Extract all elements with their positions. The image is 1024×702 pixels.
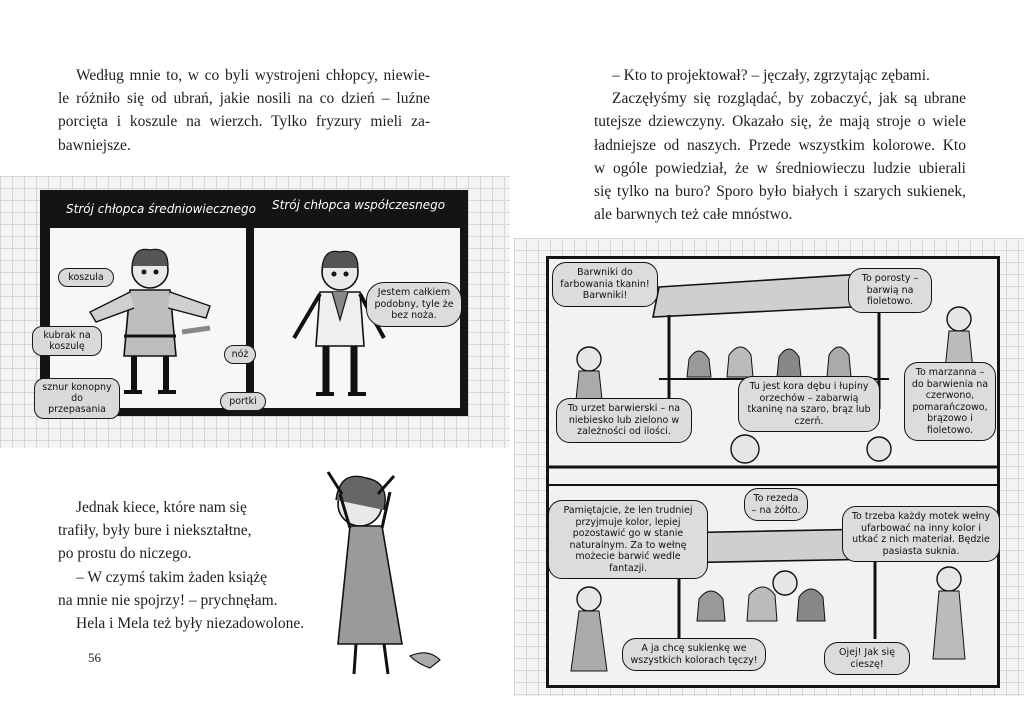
text-line: porcięta i koszule na wierzch. Tylko fryzury mieli za- (58, 113, 430, 131)
right-top-paragraph (594, 64, 966, 226)
text-line: się tylko na buro? Sporo było białych i szarych sukienek, (594, 183, 966, 201)
text-line: po prostu do niczego. (58, 545, 192, 563)
text-line: trafiły, były bure i niekształtne, (58, 522, 252, 540)
speech-bubble-urzet: To urzet barwierski – na niebiesko lub zielono w zależności od ilości. (556, 398, 692, 443)
text-line: le różniło się od ubrań, jakie nosili na co dzień – luźne (58, 90, 430, 108)
label-portki: portki (220, 392, 266, 411)
text-line: – W czymś takim żaden książę (76, 568, 267, 586)
market-illustration (549, 259, 997, 685)
girl-illustration (310, 464, 460, 694)
label-sznur: sznur konopny do przepasania (34, 378, 120, 419)
label-kubrak: kubrak na koszulę (32, 326, 102, 356)
panel-title-medieval: Strój chłopca średniowiecznego (66, 202, 256, 216)
text-line: Jednak kiece, które nam się (76, 499, 247, 516)
page-number: 56 (88, 650, 101, 665)
text-line: ale barwnych też całe mnóstwo. (594, 206, 793, 224)
thought-bubble: Jestem całkiem podobny, tyle że bez noża. (366, 282, 462, 327)
text-line: – Kto to projektował? – jęczały, zgrzytając zębami. (612, 67, 930, 84)
speech-bubble-porosty: To porosty – barwią na fioletowo. (848, 268, 932, 313)
panel-title-modern: Strój chłopca współczesnego (272, 198, 446, 212)
text-line: Według mnie to, w co byli wystrojeni chłopcy, niewie- (76, 67, 430, 84)
text-line: bawniejsze. (58, 136, 131, 154)
speech-bubble-ojej: Ojej! Jak się cieszę! (824, 642, 910, 675)
left-top-paragraph (58, 64, 430, 157)
text-line: tutejsze dziewczyny. Okazało się, że mają stroje o wiele (594, 113, 966, 131)
right-page (512, 0, 1024, 702)
text-line: Hela i Mela też były niezadowolone. (76, 615, 305, 633)
speech-bubble-len: Pamiętajcie, że len trudniej przyjmuje kolor, lepiej pozostawić go w stanie naturalnym. Za to wełnę możecie barwić wedle fantazji. (548, 500, 708, 579)
speech-bubble-kora-debu: Tu jest kora dębu i łupiny orzechów – zabarwią tkaninę na szaro, brąz lub czerń. (738, 376, 880, 432)
label-noz: nóż (224, 345, 256, 364)
speech-bubble-rezeda: To rezeda – na żółto. (744, 488, 808, 521)
speech-bubble-teczy: A ja chcę sukienkę we wszystkich kolorach tęczy! (622, 638, 766, 671)
speech-bubble-marzanna: To marzanna – do barwienia na czerwono, pomarańczowo, brązowo i fioletowo. (904, 362, 996, 441)
speech-bubble-barwniki: Barwniki do farbowania tkanin! Barwniki! (552, 262, 658, 307)
text-line: w ogóle powiedział, że w średniowieczu ludzie ubierali (594, 159, 966, 177)
left-bottom-paragraph (58, 496, 328, 635)
label-koszula: koszula (58, 268, 114, 287)
text-line: ładniejsze od naszych. Przede wszystkim kolorowe. Kto (594, 136, 966, 154)
speech-bubble-motek: To trzeba każdy motek wełny ufarbować na inny kolor i utkać z nich materiał. Będzie pasiasta suknia. (842, 506, 1000, 562)
text-line: Zaczęłyśmy się rozglądać, by zobaczyć, jak są ubrane (612, 90, 966, 108)
dye-market-comic (546, 256, 1000, 688)
text-line: na mnie nie spojrzy! – prychnęłam. (58, 591, 278, 609)
